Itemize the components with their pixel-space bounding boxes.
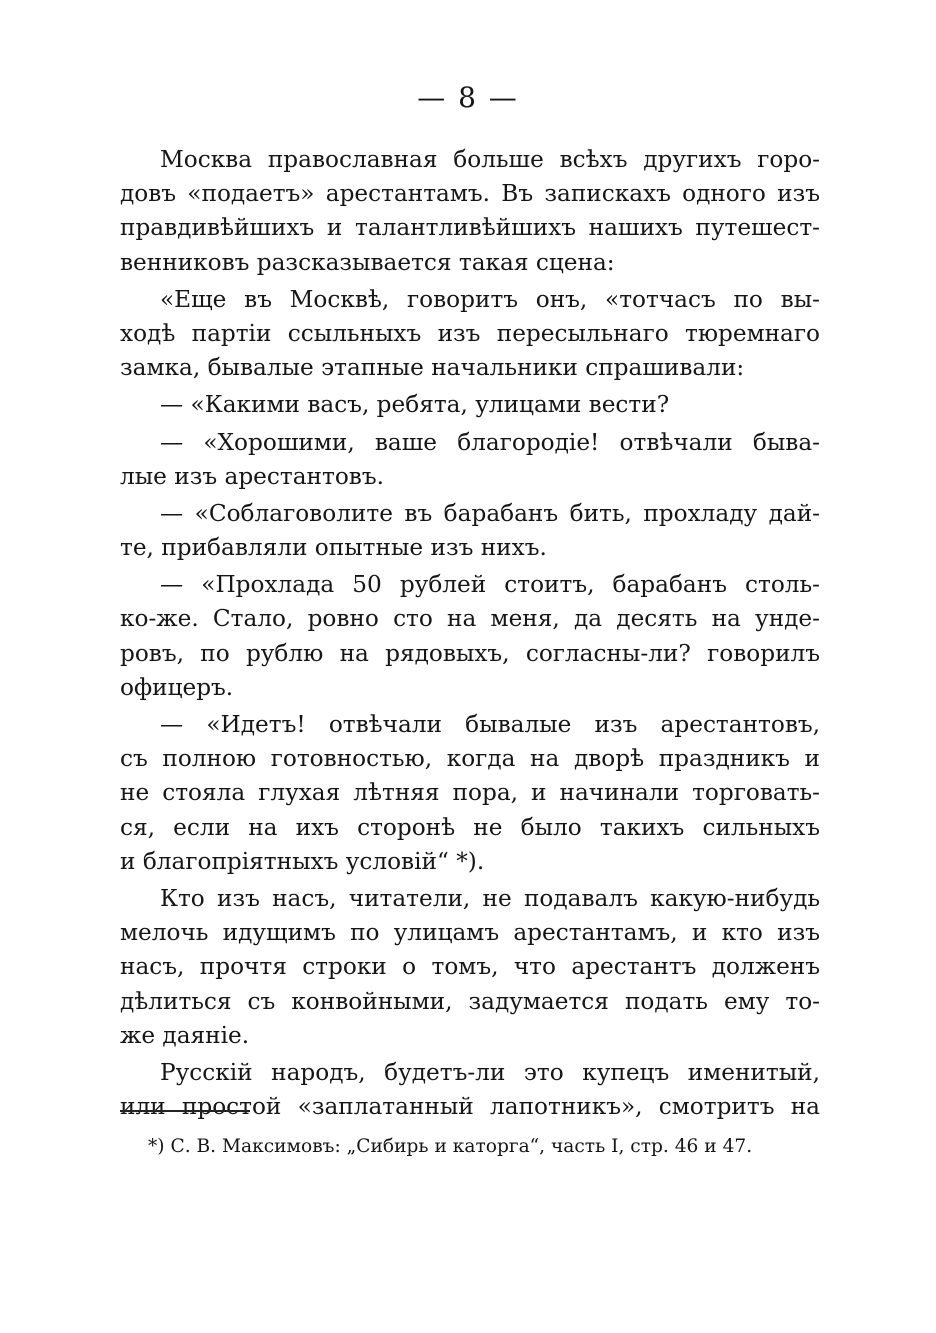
text-line: — «Соблаговолите въ барабанъ бить, прохладу дай- bbox=[160, 499, 820, 527]
text-line: — «Прохлада 50 рублей стоитъ, барабанъ столь- bbox=[160, 571, 820, 599]
text-line: съ полною готовностью, когда на дворѣ праздникъ и bbox=[120, 745, 820, 773]
text-line: довъ «подаетъ» арестантамъ. Въ запискахъ одного изъ bbox=[120, 180, 820, 208]
footnote-divider bbox=[120, 1110, 250, 1112]
text-line: лые изъ арестантовъ. bbox=[120, 462, 384, 490]
text-line: дѣлиться съ конвойными, задумается подать ему то- bbox=[120, 987, 820, 1015]
text-line: не стояла глухая лѣтняя пора, и начинали торговать- bbox=[120, 779, 820, 807]
page-number: — 8 — bbox=[417, 81, 519, 114]
text-line: ходѣ партіи ссыльныхъ изъ пересыльнаго тюремнаго bbox=[120, 319, 820, 347]
text-line: офицеръ. bbox=[120, 673, 234, 701]
text-line: венниковъ разсказывается такая сцена: bbox=[120, 248, 615, 276]
text-line: замка, бывалые этапные начальники спрашивали: bbox=[120, 354, 745, 382]
text-line: ся, если на ихъ сторонѣ не было такихъ сильныхъ bbox=[120, 813, 820, 841]
text-line: же даяніе. bbox=[120, 1021, 250, 1049]
text-line: и благопріятныхъ условій“ *). bbox=[120, 847, 485, 875]
text-line: Москва православная больше всѣхъ другихъ горо- bbox=[160, 146, 820, 173]
text-line: — «Идетъ! отвѣчали бывалые изъ арестантовъ, bbox=[160, 711, 820, 738]
footnote: *) С. В. Максимовъ: „Сибирь и каторга“, часть I, стр. 46 и 47. bbox=[148, 1136, 753, 1157]
text-line: — «Хорошими, ваше благородіе! отвѣчали быва- bbox=[160, 428, 820, 456]
text-line: Русскій народъ, будетъ-ли это купецъ именитый, bbox=[160, 1058, 820, 1086]
text-line: ровъ, по рублю на рядовыхъ, согласны-ли? говорилъ bbox=[120, 639, 820, 667]
text-line: — «Какими васъ, ребята, улицами вести? bbox=[160, 391, 670, 419]
text-line: правдивѣйшихъ и талантливѣйшихъ нашихъ путешест- bbox=[120, 214, 820, 242]
text-line: Кто изъ насъ, читатели, не подавалъ какую-нибудь bbox=[160, 884, 820, 912]
body-text bbox=[120, 143, 820, 1124]
text-line: «Еще въ Москвѣ, говоритъ онъ, «тотчасъ по вы- bbox=[160, 285, 820, 313]
text-line: или простой «заплатанный лапотникъ», смотритъ на bbox=[120, 1093, 820, 1121]
text-line: ко-же. Стало, ровно сто на меня, да десять на унде- bbox=[120, 605, 820, 633]
text-line: мелочь идущимъ по улицамъ арестантамъ, и кто изъ bbox=[120, 919, 820, 947]
text-line: те, прибавляли опытные изъ нихъ. bbox=[120, 534, 547, 562]
text-line: насъ, прочтя строки о томъ, что арестантъ долженъ bbox=[120, 953, 820, 981]
